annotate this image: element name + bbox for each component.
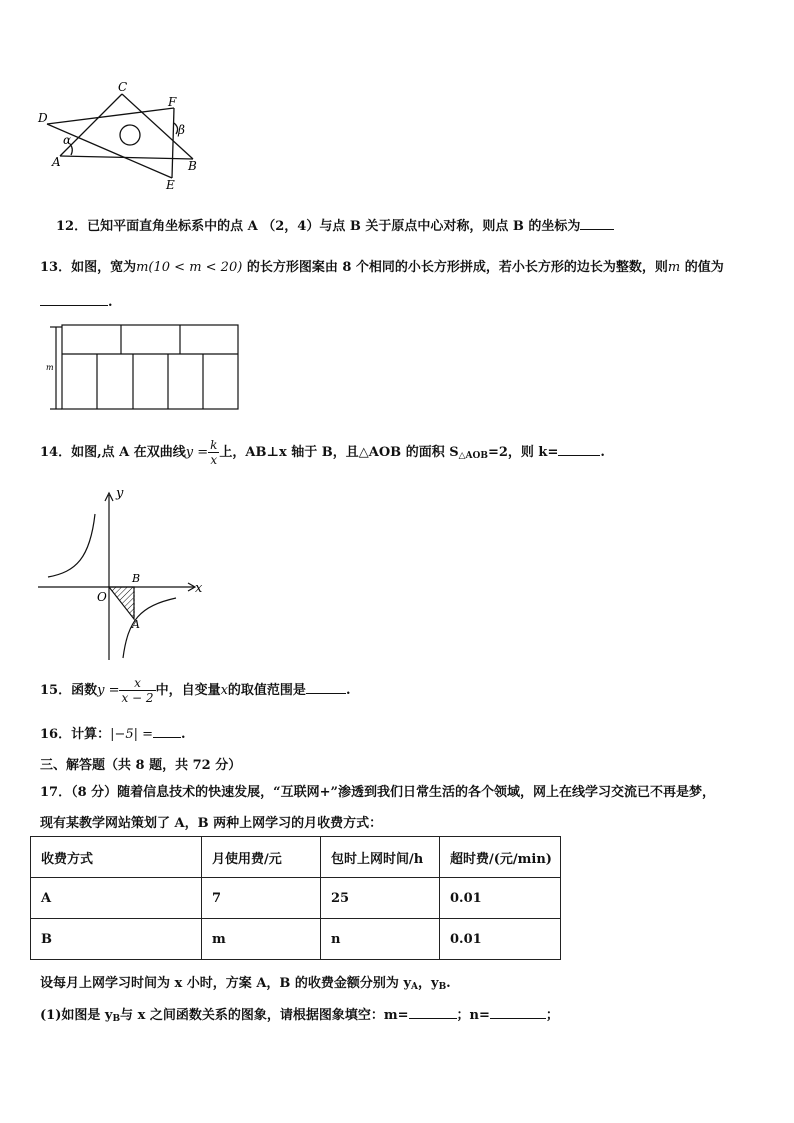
header-cell: 包时上网时间/h (321, 837, 440, 878)
formula-lhs: y = (185, 445, 209, 460)
table-cell: 0.01 (440, 919, 561, 960)
answer-blank-n[interactable] (490, 1006, 546, 1019)
section-3-title: 三、解答题（共 8 题，共 72 分） (40, 758, 242, 773)
triangle-figure (30, 78, 210, 196)
question-15-post: 的取值范围是 (227, 683, 306, 698)
numerator: x (119, 676, 155, 691)
table-cell: B (31, 919, 202, 960)
question-15-pre: 15．函数 (40, 683, 98, 698)
label-beta: β (178, 123, 185, 137)
question-12 (56, 215, 614, 234)
question-17-line-1 (40, 781, 715, 800)
fraction-k-over-x (208, 438, 219, 467)
subscript-B: B (438, 982, 447, 992)
answer-blank-16[interactable] (153, 725, 181, 738)
hyperbola-graph (36, 480, 212, 664)
label-A: A (132, 618, 140, 631)
denominator: x − 2 (121, 691, 154, 705)
question-15 (40, 676, 350, 705)
header-cell: 超时费/(元/min) (440, 837, 561, 878)
var-x: x (220, 683, 228, 698)
question-13-end: . (108, 295, 113, 310)
part-1-sep: ；n= (456, 1008, 490, 1023)
table-cell: A (31, 878, 202, 919)
answer-blank-12[interactable] (580, 217, 614, 230)
label-B: B (132, 572, 141, 585)
question-17-setup (40, 972, 451, 992)
question-13-post: 的值为 (680, 260, 724, 275)
formula-lhs: y = (97, 683, 120, 698)
answer-blank-13[interactable] (40, 293, 108, 306)
question-12-text: 12．已知平面直角坐标系中的点 A （2，4）与点 B 关于原点中心对称，则点 B 的坐标为 (56, 219, 581, 234)
label-B: B (188, 159, 197, 173)
question-16 (40, 723, 186, 742)
setup-text-end: . (446, 976, 451, 991)
fraction-x-over-x-minus-2 (119, 676, 155, 705)
question-16-pre: 16．计算： (40, 727, 111, 742)
question-14-mid: 上，AB⊥x 轴于 B，且△AOB 的面积 S (219, 445, 459, 460)
subscript-B: B (112, 1014, 121, 1024)
outer-rectangle (62, 325, 238, 409)
section-title (40, 754, 241, 773)
answer-blank-14[interactable] (558, 443, 600, 456)
question-17-text-1: 17．（8 分）随着信息技术的快速发展，“互联网+”渗透到我们日常生活的各个领域，网上在线学习交流已不再是梦， (40, 785, 716, 800)
label-E: E (166, 178, 175, 192)
table-header-row (31, 837, 561, 878)
condition: (10 < m < 20) (148, 260, 243, 275)
abs-expression: |−5| = (110, 727, 154, 742)
table-cell: 25 (321, 878, 440, 919)
question-13-mid: 的长方形图案由 8 个相同的小长方形拼成，若小长方形的边长为整数，则 (242, 260, 668, 275)
label-y: y (116, 486, 124, 501)
rectangle-figure (40, 318, 250, 418)
line-F-E (172, 108, 174, 178)
question-13 (40, 256, 724, 275)
question-15-end: . (345, 683, 351, 698)
question-16-end: . (181, 727, 186, 742)
line-D-F (47, 108, 174, 124)
label-O: O (97, 590, 107, 604)
table-row (31, 878, 561, 919)
table-cell: m (202, 919, 321, 960)
var-m-2: m (667, 260, 681, 275)
table-row (31, 919, 561, 960)
header-cell: 收费方式 (31, 837, 202, 878)
setup-text-pre: 设每月上网学习时间为 x 小时，方案 A，B 的收费金额分别为 y (40, 976, 412, 991)
part-1-mid: 与 x 之间函数关系的图象，请根据图象填空：m= (120, 1008, 409, 1023)
circle (120, 125, 140, 145)
question-13-pre: 13．如图，宽为 (40, 260, 137, 275)
table-cell: n (321, 919, 440, 960)
label-m: m (46, 363, 54, 372)
setup-text-mid: ，y (418, 976, 439, 991)
var-m: m (136, 260, 149, 275)
label-D: D (38, 111, 48, 125)
header-cell: 月使用费/元 (202, 837, 321, 878)
table-cell: 7 (202, 878, 321, 919)
question-14-end: . (600, 445, 605, 460)
triangle-AOB (109, 587, 134, 619)
part-1-pre: (1)如图是 y (40, 1008, 113, 1023)
question-13-answer-line (40, 293, 113, 310)
question-15-mid: 中，自变量 (155, 683, 221, 698)
question-14-post: =2，则 k= (487, 445, 559, 460)
answer-blank-m[interactable] (409, 1006, 457, 1019)
label-x: x (195, 581, 203, 596)
label-alpha: α (63, 133, 72, 147)
fee-table (30, 836, 561, 960)
part-1-end: ； (545, 1008, 559, 1023)
question-17-line-2 (40, 812, 382, 831)
label-A: A (52, 155, 61, 169)
question-14-pre: 14．如图,点 A 在双曲线 (40, 445, 186, 460)
answer-blank-15[interactable] (306, 681, 346, 694)
table-cell: 0.01 (440, 878, 561, 919)
label-F: F (168, 95, 177, 109)
hyperbola-branch-left (48, 514, 95, 577)
denominator: x (210, 453, 218, 467)
question-17-text-2: 现有某教学网站策划了 A，B 两种上网学习的月收费方式： (40, 816, 383, 831)
subscript-A: A (411, 982, 418, 992)
numerator: k (210, 438, 218, 452)
question-17-part-1 (40, 1004, 559, 1024)
label-C: C (118, 80, 128, 94)
question-14 (40, 438, 605, 467)
subscript-aob: △AOB (458, 451, 488, 461)
